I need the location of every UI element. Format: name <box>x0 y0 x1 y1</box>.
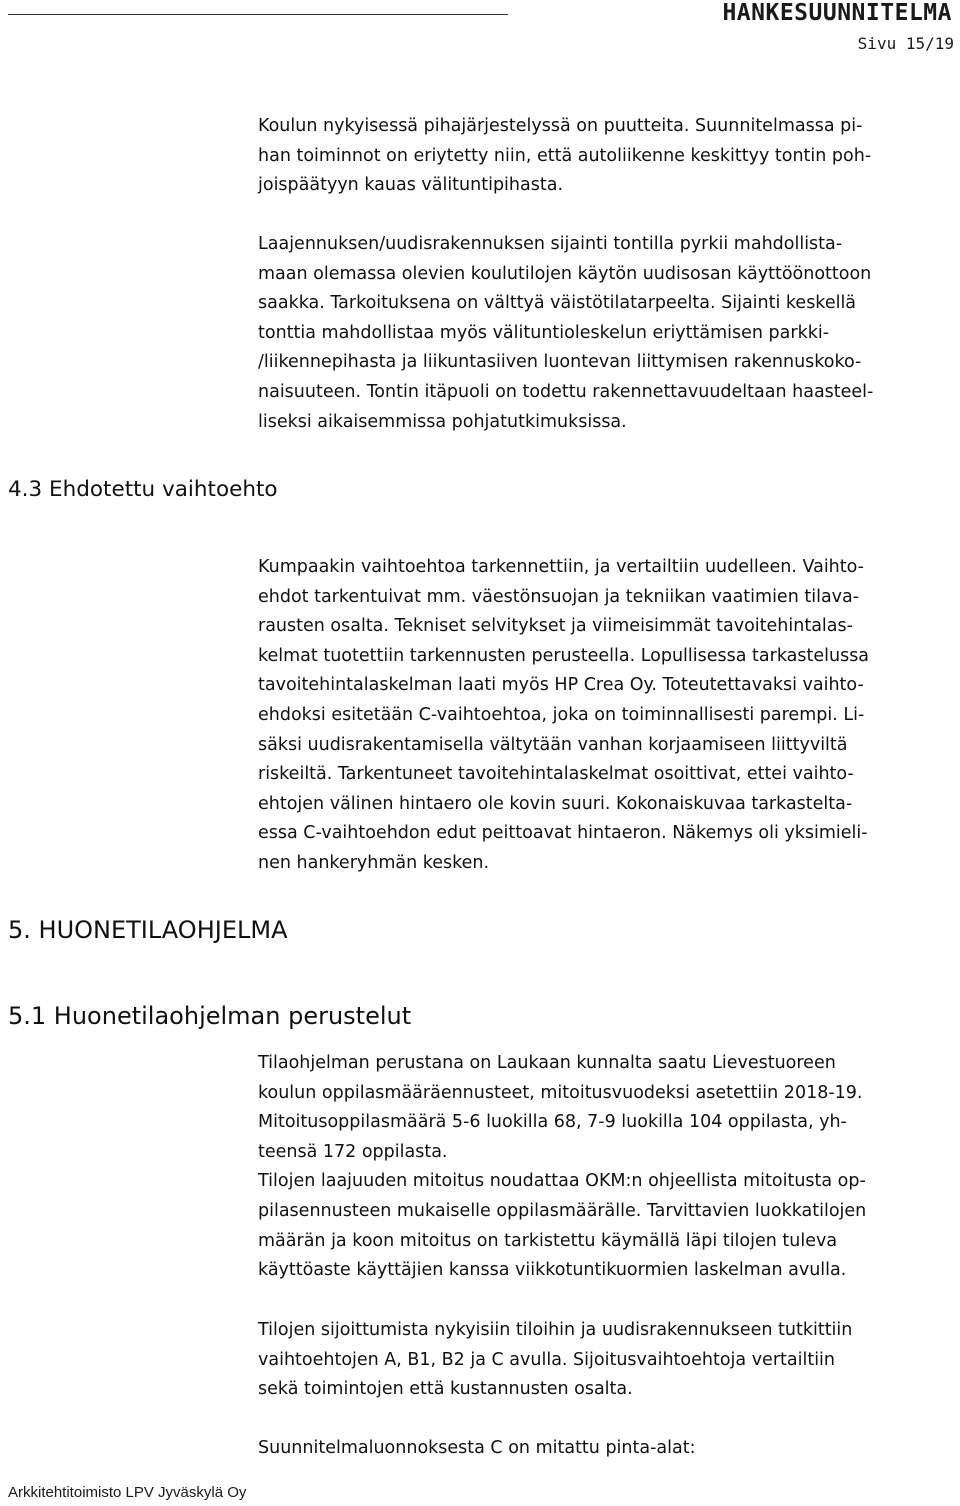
section-5-1-paragraph-1 <box>258 1049 956 1286</box>
text-line: teensä 172 oppilasta. <box>258 1141 448 1162</box>
footer-company: Arkkitehtitoimisto LPV Jyväskylä Oy <box>8 1484 247 1501</box>
text-line: Koulun nykyisessä pihajärjestelyssä on puutteita. Suunnitelmassa pi- <box>258 116 863 136</box>
text-line: sekä toimintojen että kustannusten osalta. <box>258 1379 633 1400</box>
text-line: saakka. Tarkoituksena on välttyä väistötilatarpeelta. Sijainti keskellä <box>258 293 857 314</box>
text-line: Mitoitusoppilasmäärä 5-6 luokilla 68, 7-9 luokilla 104 oppilasta, yh- <box>258 1112 847 1133</box>
page-number: Sivu 15/19 <box>857 34 954 53</box>
text-line: Tilojen laajuuden mitoitus noudattaa OKM:n ohjeellista mitoitusta op- <box>258 1171 866 1192</box>
document-title: HANKESUUNNITELMA <box>722 0 952 26</box>
text-line: joispäätyyn kauas välituntipihasta. <box>258 175 564 196</box>
text-line: Laajennuksen/uudisrakennuksen sijainti tontilla pyrkii mahdollista- <box>258 234 843 254</box>
text-line: kelmat tuotettiin tarkennusten perusteella. Lopullisessa tarkastelussa <box>258 645 870 666</box>
text-line: liseksi aikaisemmissa pohjatutkimuksissa. <box>258 411 627 432</box>
text-line: nen hankeryhmän kesken. <box>258 852 490 873</box>
text-line: naisuuteen. Tontin itäpuoli on todettu rakennettavuudeltaan haasteel- <box>258 381 874 402</box>
text-line: /liikennepihasta ja liikuntasiiven luontevan liittymisen rakennuskoko- <box>258 352 862 373</box>
text-line: ehtojen välinen hintaero ole kovin suuri. Kokonaiskuvaa tarkastelta- <box>258 793 853 814</box>
text-line: tonttia mahdollistaa myös välituntioleskelun eriyttämisen parkki- <box>258 322 830 343</box>
intro-paragraph-1 <box>258 112 956 201</box>
text-line: ehdot tarkentuivat mm. väestönsuojan ja tekniikan vaatimien tilava- <box>258 586 860 607</box>
text-line: Kumpaakin vaihtoehtoa tarkennettiin, ja vertailtiin uudelleen. Vaihto- <box>258 557 864 577</box>
text-line: Tilaohjelman perustana on Laukaan kunnalta saatu Lievestuoreen <box>258 1053 836 1073</box>
text-line: vaihtoehtojen A, B1, B2 ja C avulla. Sijoitusvaihtoehtoja vertailtiin <box>258 1349 836 1370</box>
text-line: han toiminnot on eriytetty niin, että autoliikenne keskittyy tontin poh- <box>258 145 872 166</box>
section-4-3-heading: 4.3 Ehdotettu vaihtoehto <box>8 477 278 502</box>
section-4-3-paragraph <box>258 553 956 879</box>
text-line: Tilojen sijoittumista nykyisiin tiloihin ja uudisrakennukseen tutkittiin <box>258 1320 853 1340</box>
section-5-1-paragraph-2 <box>258 1316 956 1405</box>
section-5-1-heading: 5.1 Huonetilaohjelman perustelut <box>8 1002 412 1030</box>
text-line: tavoitehintalaskelman laati myös HP Crea Oy. Toteutettavaksi vaihto- <box>258 675 864 696</box>
section-5-heading: 5. HUONETILAOHJELMA <box>8 916 288 944</box>
text-line: määrän ja koon mitoitus on tarkistettu käymällä läpi tilojen tuleva <box>258 1230 838 1251</box>
header-rule <box>8 14 508 15</box>
text-line: riskeiltä. Tarkentuneet tavoitehintalaskelmat osoittivat, ettei vaihto- <box>258 764 854 785</box>
text-line: Suunnitelmaluonnoksesta C on mitattu pinta-alat: <box>258 1438 696 1458</box>
text-line: maan olemassa olevien koulutilojen käytön uudisosan käyttöönottoon <box>258 263 872 284</box>
text-line: rausten osalta. Tekniset selvitykset ja viimeisimmät tavoitehintalas- <box>258 616 853 637</box>
text-line: koulun oppilasmääräennusteet, mitoitusvuodeksi asetettiin 2018-19. <box>258 1082 863 1103</box>
text-line: pilasennusteen mukaiselle oppilasmäärälle. Tarvittavien luokkatilojen <box>258 1200 867 1221</box>
text-line: käyttöaste käyttäjien kanssa viikkotuntikuormien laskelman avulla. <box>258 1260 847 1281</box>
text-line: säksi uudisrakentamisella vältytään vanhan korjaamiseen liittyviltä <box>258 734 848 755</box>
intro-paragraph-2 <box>258 230 956 437</box>
text-line: essa C-vaihtoehdon edut peittoavat hintaeron. Näkemys oli yksimieli- <box>258 823 868 844</box>
text-line: ehdoksi esitetään C-vaihtoehtoa, joka on toiminnallisesti parempi. Li- <box>258 704 865 725</box>
section-5-1-paragraph-3 <box>258 1434 956 1464</box>
